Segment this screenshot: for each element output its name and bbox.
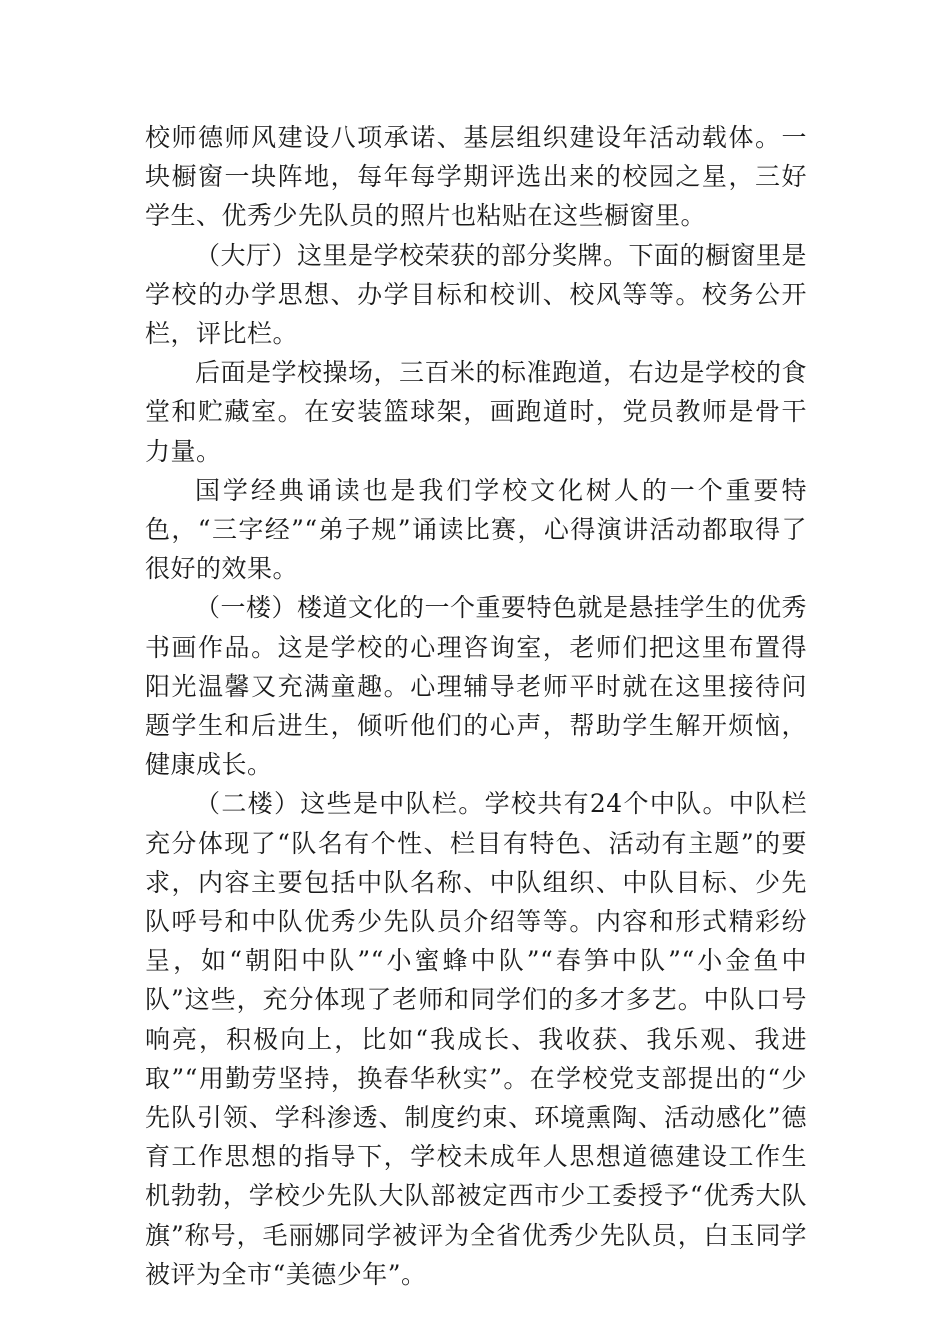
paragraph-classics-reading: 国学经典诵读也是我们学校文化树人的一个重要特色，“三字经”“弟子规”诵读比赛，心得演讲活动都取得了很好的效果。 <box>145 475 807 584</box>
paragraph-hall: （大厅）这里是学校荣获的部分奖牌。下面的橱窗里是学校的办学思想、办学目标和校训、校风等等。校务公开栏，评比栏。 <box>145 240 808 349</box>
paragraph-first-floor: （一楼）楼道文化的一个重要特色就是悬挂学生的优秀书画作品。这是学校的心理咨询室，老师们把这里布置得阳光温馨又充满童趣。心理辅导老师平时就在这里接待问题学生和后进生，倾听他们的心声，帮助学生解开烦恼，健康成长。 <box>145 593 808 780</box>
document-body <box>145 118 807 1294</box>
paragraph-playground: 后面是学校操场，三百米的标准跑道，右边是学校的食堂和贮藏室。在安装篮球架，画跑道时，党员教师是骨干力量。 <box>145 358 808 466</box>
paragraph-second-floor: （二楼）这些是中队栏。学校共有24个中队。中队栏充分体现了“队名有个性、栏目有特色、活动有主题”的要求，内容主要包括中队名称、中队组织、中队目标、少先队呼号和中队优秀少先队员介绍等等。内容和形式精彩纷呈，如“朝阳中队”“小蜜蜂中队”“春笋中队”“小金鱼中队”这些，充分体现了老师和同学们的多才多艺。中队口号响亮，积极向上，比如“我成长、我收获、我乐观、我进取”“用勤劳坚持，换春华秋实”。在学校党支部提出的“少先队引领、学科渗透、制度约束、环境熏陶、活动感化”德育工作思想的指导下，学校未成年人思想道德建设工作生机勃勃，学校少先队大队部被定西市少工委授予“优秀大队旗”称号，毛丽娜同学被评为全省优秀少先队员，白玉同学被评为全市“美德少年”。 <box>145 789 807 1289</box>
paragraph-window-display: 校师德师风建设八项承诺、基层组织建设年活动载体。一块橱窗一块阵地，每年每学期评选出来的校园之星，三好学生、优秀少先队员的照片也粘贴在这些橱窗里。 <box>145 123 807 231</box>
